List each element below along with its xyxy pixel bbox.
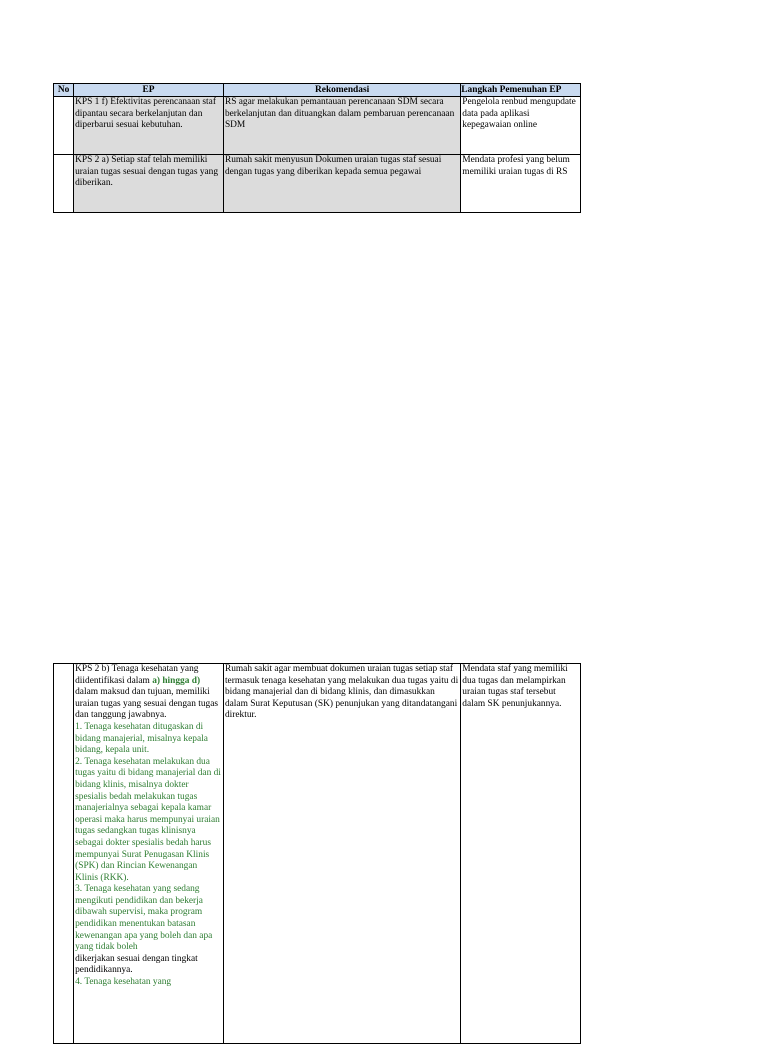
- header-langkah: Langkah Pemenuhan EP: [461, 84, 581, 97]
- ep-intro: [75, 664, 222, 722]
- cell-rekomendasi: Rumah sakit menyusun Dokumen uraian tugas staf sesuai dengan tugas yang diberikan kepada semua pegawai: [223, 155, 460, 213]
- ep-item-3b: dikerjakan sesuai dengan tingkat pendidikannya.: [75, 953, 198, 976]
- ep-item-2: 2. Tenaga kesehatan melakukan dua tugas yaitu di bidang manajerial dan di bidang klinis, misalnya dokter spesialis bedah melakukan tugas manajerialnya sebagai kepala kamar operasi maka harus mempunyai uraian tugas sedangkan tugas klinisnya sebagai dokter spesialis bedah harus mempunyai Surat Penugasan Klinis (SPK) dan Rincian Kewenangan Klinis (RKK).: [75, 756, 221, 883]
- cell-ep: KPS 1 f) Efektivitas perencanaan staf dipantau secara berkelanjutan dan diperbarui sesuai kebutuhan.: [74, 97, 224, 155]
- ep-intro-highlight: a) hingga d): [152, 675, 201, 686]
- ep-item-3a: 3. Tenaga kesehatan yang sedang mengikuti pendidikan dan bekerja dibawah supervisi, maka program pendidikan menentukan batasan kewenangan apa yang boleh dan apa yang tidak boleh: [75, 884, 213, 953]
- ep-item-4: 4. Tenaga kesehatan yang: [75, 977, 172, 988]
- ep-item-1: 1. Tenaga kesehatan ditugaskan di bidang manajerial, misalnya kepala bidang, kepala unit.: [75, 721, 208, 756]
- ep-intro-text-1: KPS 2 b) Tenaga kesehatan yang diidentifikasi dalam: [75, 664, 199, 686]
- recommendation-table-bottom: [53, 663, 581, 1044]
- cell-ep: [74, 664, 224, 1044]
- table-row: [54, 97, 581, 155]
- table-row: [54, 664, 581, 1044]
- cell-no: [54, 664, 74, 1044]
- cell-no: [54, 97, 74, 155]
- cell-no: [54, 155, 74, 213]
- header-no: No: [54, 84, 74, 97]
- cell-rekomendasi: Rumah sakit agar membuat dokumen uraian tugas setiap staf termasuk tenaga kesehatan yang melakukan dua tugas yaitu di bidang manajerial dan di bidang klinis, dan dimasukkan dalam Surat Keputusan (SK) penunjukan yang ditandatangani direktur.: [223, 664, 460, 1044]
- cell-langkah: Mendata staf yang memiliki dua tugas dan melampirkan uraian tugas staf tersebut dalam SK penunjukannya.: [461, 664, 581, 1044]
- cell-langkah: Pengelola renbud mengupdate data pada aplikasi kepegawaian online: [461, 97, 581, 155]
- header-rekomendasi: Rekomendasi: [223, 84, 460, 97]
- header-ep: EP: [74, 84, 224, 97]
- ep-intro-text-2: dalam maksud dan tujuan, memiliki uraian tugas yang sesuai dengan tugas dan tanggung jawabnya.: [75, 687, 219, 721]
- table-header-row: [54, 84, 581, 97]
- cell-langkah: Mendata profesi yang belum memiliki uraian tugas di RS: [461, 155, 581, 213]
- cell-ep: KPS 2 a) Setiap staf telah memiliki uraian tugas sesuai dengan tugas yang diberikan.: [74, 155, 224, 213]
- recommendation-table-top: [53, 83, 581, 213]
- table-row: [54, 155, 581, 213]
- cell-rekomendasi: RS agar melakukan pemantauan perencanaan SDM secara berkelanjutan dan dituangkan dalam pembaruan perencanaan SDM: [223, 97, 460, 155]
